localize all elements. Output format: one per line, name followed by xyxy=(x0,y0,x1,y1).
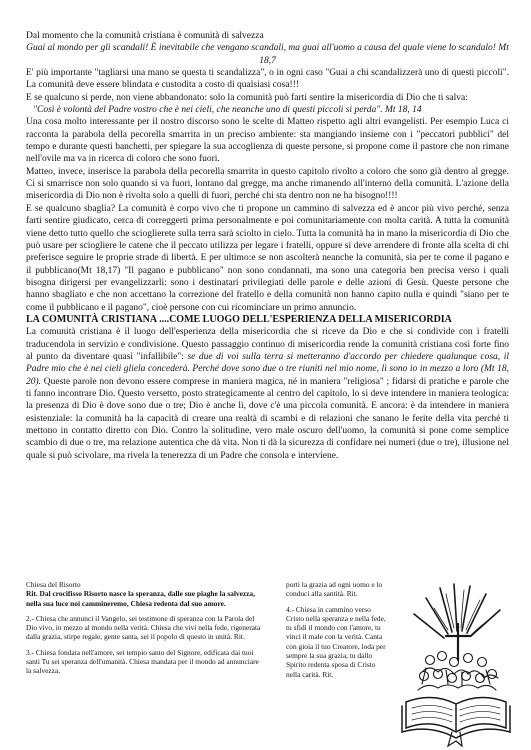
paragraph-matteo: Matteo, invece, inserisce la parabola della pecorella smarrita in questo capitolo rivolto a coloro che sono già dentro al gregge. Ci si smarrisce non solo quando si va fuori, lontano dal gregge, ma anche rimanendo all'interno della comunità. L'azione della misericordia di Dio non è rivolta solo a quelli di fuori, perché chi sta dentro non ne ha bisogno!!!! xyxy=(26,166,509,202)
hymn-refrain: Rit. Dal crocifisso Risorto nasce la speranza, dalle sue piaghe la salvezza, nella sua luce noi cammineremo, Chiesa redenta dal suo amore. xyxy=(26,589,255,608)
paragraph-tagliarsi: E' più importante "tagliarsi una mano se questa ti scandalizza", o in ogni caso "Guai a chi scandalizzerà uno di questi piccoli". La comunità deve essere blindata e custodita a costo di qualsiasi cosa!!! xyxy=(26,68,509,91)
section-heading: LA COMUNITÀ CRISTIANA ....COME LUOGO DELL'ESPERIENZA DELLA MISERICORDIA xyxy=(26,313,452,325)
hymn-verse-4: 4.- Chiesa in cammino verso Cristo nella speranza e nella fede, tu sfidi il mondo con l'amore, tu vinci il male con la verità. Canta con gioia il tuo Creatore, loda per sempre la sua grazia, tu dallo Spirito redenta sposa di Cristo nella carità. Rit. xyxy=(286,604,386,679)
paragraph-luogo-end: Queste parole non devono essere comprese in maniera magica, né in maniera "religiosa" ; fidarsi di pratiche e parole che ti fanno incontrare Dio. Questo versetto, posto strategicamente al centro del capitolo, lo si deve intendere in maniera teologica: la presenza di Dio è dove sono due o tre; Dio è anche lì, dove c'è una piccola comunità. E ancora: è da intendere in maniera esistenziale: la comunità ha la capacità di creare una realtà di scambi e di relazioni che sanano le ferite della vita perché ti mettono in contatto diretto con Dio. Contro la solitudine, vero male oscuro dell'uomo, la comunità si pone come semplice scambio di due o tre, ma relazione autentica che dà vita. Non ti dà la sicurezza di confidare nei numeri (due o tre), illusione nel quale si può scivolare, ma rivela la tenerezza di un Padre che consola e interviene. xyxy=(26,376,509,461)
hymn-verse-2: 2.- Chiesa che annunci il Vangelo, sei testimone di speranza con la Parola del Dio vivo, in mezzo al mondo nella verità. Chiesa che vivi nella fede, rigenerata dalla grazia, stirpe regale, gente santa, sei il popolo di questo in unità. Rit. xyxy=(26,613,261,642)
paragraph-si-perde: E se qualcuno si perde, non viene abbandonato: solo la comunità può farti sentire la misericordia di Dio che ti salva: xyxy=(26,92,468,103)
hymn-title: Chiesa del Risorto xyxy=(26,580,81,589)
paragraph-luogo xyxy=(26,326,509,462)
hymn-section xyxy=(0,580,531,750)
paragraph-luogo-start: La comunità cristiana è il luogo dell'esperienza della misericordia che si riceve da Dio e che si condivide con i fratelli traducendola in servizio e condivisione. Questo passaggio continuo di misericordia rende la comunità cristiana così forte fino al punto da diventare quasi "infallibile": xyxy=(26,327,509,362)
quote-mt-18-14: "Così è volontà del Padre vostro che è nei cieli, che neanche uno di questi piccoli si perda". Mt 18, 14 xyxy=(33,105,422,116)
paragraph-luca: Una cosa molto interessante per il nostro discorso sono le scelte di Matteo rispetto agli altri evangelisti. Per esempio Luca ci racconta la parabola della pecorella smarrita in un preciso ambiente: sta mangiando insieme con i "peccatori pubblici" del tempo e durante questi banchetti, per spiegare la sua accoglienza di queste persone, si propone come il pastore che non rimane nell'ovile ma va in ricerca di coloro che sono fuori. xyxy=(26,117,509,165)
intro-line: Dal momento che la comunità cristiana è comunità di salvezza xyxy=(26,31,264,41)
church-community-illustration xyxy=(396,580,514,748)
hymn-verse-3: 3.- Chiesa fondata nell'amore, sei tempio santo del Signore, edificata dai tuoi santi Tu sei speranza dell'umanità. Chiesa mandata per il mondo ad annunciare la salvezza, xyxy=(26,647,259,676)
hymn-column-middle xyxy=(286,580,390,685)
quote-mt-18-7: Guai al mondo per gli scandali! È inevitabile che vengano scandali, ma guai all'uomo a causa del quale viene lo scandalo! Mt 18,7 xyxy=(26,43,509,66)
article-body xyxy=(26,30,509,462)
hymn-column-left xyxy=(26,580,266,682)
paragraph-sbaglia: E se qualcuno sbaglia? La comunità è corpo vivo che ti propone un cammino di salvezza ed è ancor più vivo perché, senza farti sentire giudicato, cerca di correggerti prima personalmente e poi comunitariamente con molta carità. A tutta la comunità viene detto tutto quello che scioglierete sulla terra sarà sciolto in cielo. Tutta la comunità ha in mano la misericordia di Dio che può usare per sciogliere le catene che il peccato utilizza per legare i fratelli, oppure si deve arrendere di fronte alla scelta di chi preferisce seguire le proprie strade di libertà. E per ultimo:e se non ascolterà neanche la comunità, sia per te come il pagano e il pubblicano(Mt 18,17) "Il pagano e pubblicano" non sono condannati, ma sono una categoria ben precisa verso i quali bisogna dirigersi per evangelizzarli: sono i destinatari privilegiati delle parole e delle azioni di Gesù. Queste persone che hanno sbagliato e che non accettano la correzione del fratello e della comunità non hanno capito nulla e quindi "siano per te come il pubblicano e il pagano", cioè persone con cui ricominciare un primo annuncio. xyxy=(26,203,509,313)
scripture-quote-mt-18-20: se due di voi sulla terra si metteranno d'accordo per chiedere qualunque cosa, il Padre mio che è nei cieli gliela concederà. Perché dove sono due o tre riuniti nel mio nome, lì sono io in mezzo a loro (Mt 18, 20). xyxy=(26,351,509,387)
hymn-verse-3-continued: porti la grazia ad ogni uomo e lo conduci alla santità. Rit. xyxy=(286,580,383,599)
